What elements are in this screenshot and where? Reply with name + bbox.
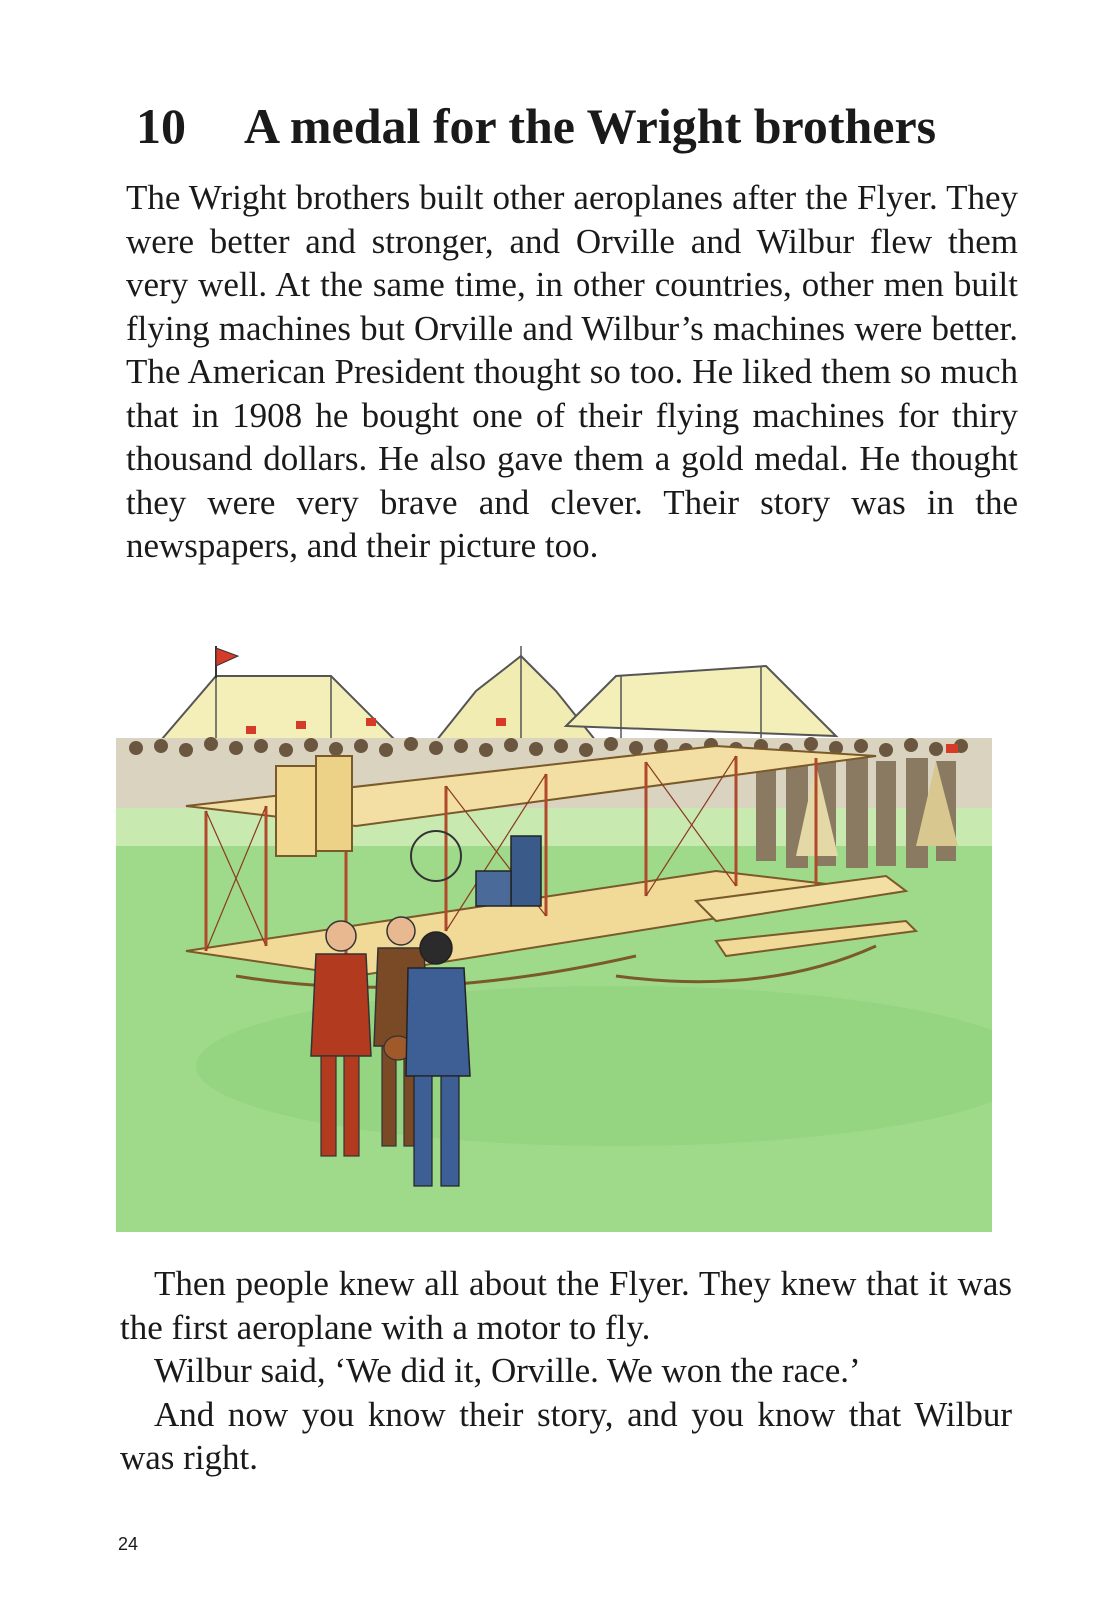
chapter-title [136, 96, 1036, 156]
three-men [311, 917, 470, 1186]
paragraphs-bottom [120, 1262, 1012, 1480]
paragraph-bottom-2: Wilbur said, ‘We did it, Orville. We won the race.’ [154, 1351, 861, 1390]
chapter-number: 10 [136, 98, 186, 154]
page-number: 24 [118, 1534, 139, 1554]
chapter-title-text: A medal for the Wright brothers [244, 98, 937, 154]
wright-flyer-illustration [116, 646, 992, 1232]
paragraph-bottom-1: Then people knew all about the Flyer. They knew that it was the first aeroplane with a motor to fly. [120, 1264, 1012, 1347]
paragraph-bottom-3: And now you know their story, and you know that Wilbur was right. [120, 1394, 1012, 1477]
paragraph-top: The Wright brothers built other aeroplanes after the Flyer. They were better and stronger, and Orville and Wilbur flew them very well. At the same time, in other countries, other men built flying machines but Orville and Wilbur’s machines were better. The American President thought so too. He liked them so much that in 1908 he bought one of their flying machines for thiry thousand dollars. He also gave them a gold medal. He thought they were very brave and clever. Their story was in the newspapers, and their picture too. [126, 178, 1018, 565]
